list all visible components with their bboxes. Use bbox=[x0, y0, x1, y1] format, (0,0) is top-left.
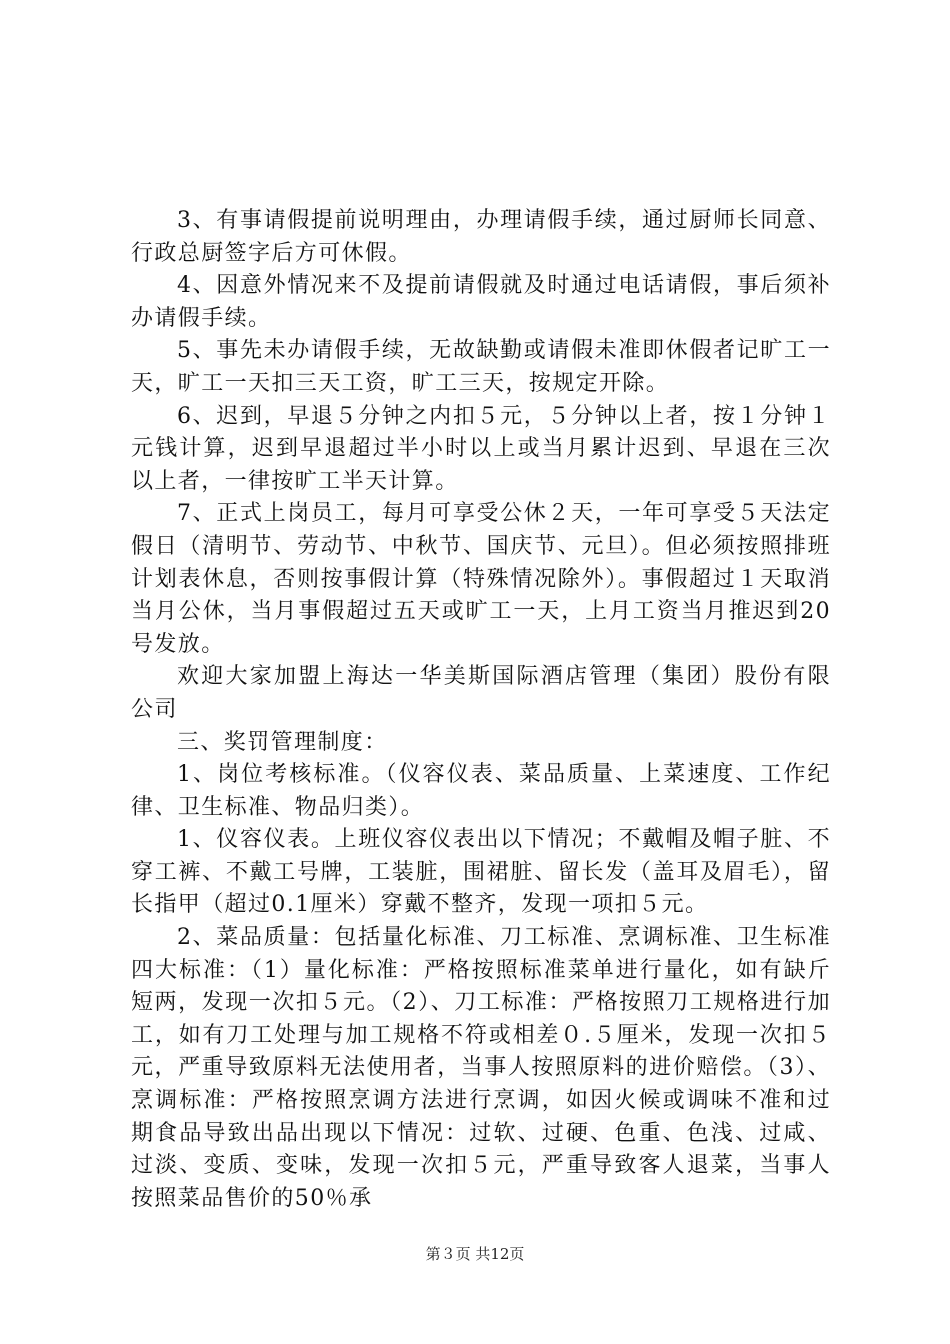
paragraph-appearance: 1、仪容仪表。上班仪容仪表出以下情况；不戴帽及帽子脏、不穿工裤、不戴工号牌，工装脏，围裙脏、留长发（盖耳及眉毛），留长指甲（超过0.1厘米）穿戴不整齐，发现一项扣５元。 bbox=[131, 827, 831, 918]
document-body bbox=[131, 205, 831, 1215]
section-heading-rewards-penalties: 三、奖罚管理制度： bbox=[177, 729, 388, 755]
paragraph-dish-quality: 2、菜品质量：包括量化标准、刀工标准、烹调标准、卫生标准四大标准：（1）量化标准：严格按照标准菜单进行量化，如有缺斤短两，发现一次扣５元。（2）、刀工标准：严格按照刀工规格进行加工，如有刀工处理与加工规格不符或相差０.５厘米，发现一次扣５元，严重导致原料无法使用者，当事人按照原料的进价赔偿。（3）、烹调标准：严格按照烹调方法进行烹调，如因火候或调味不准和过期食品导致出品出现以下情况：过软、过硬、色重、色浅、过咸、过淡、变质、变味，发现一次扣５元，严重导致客人退菜，当事人按照菜品售价的50％承 bbox=[131, 925, 831, 1211]
paragraph-absenteeism: 5、事先未办请假手续，无故缺勤或请假未准即休假者记旷工一天，旷工一天扣三天工资，旷工三天，按规定开除。 bbox=[131, 338, 831, 396]
paragraph-leave-request: 3、有事请假提前说明理由，办理请假手续，通过厨师长同意、行政总厨签字后方可休假。 bbox=[131, 208, 831, 266]
paragraph-lateness: 6、迟到，早退５分钟之内扣５元，５分钟以上者，按１分钟１元钱计算，迟到早退超过半小时以上或当月累计迟到、早退在三次以上者，一律按旷工半天计算。 bbox=[131, 403, 831, 494]
page-number-footer: 第３页 共12页 bbox=[425, 1245, 525, 1263]
paragraph-welcome: 欢迎大家加盟上海达一华美斯国际酒店管理（集团）股份有限公司 bbox=[131, 664, 831, 722]
paragraph-assessment-standards: 1、岗位考核标准。（仪容仪表、菜品质量、上菜速度、工作纪律、卫生标准、物品归类）。 bbox=[131, 762, 831, 820]
paragraph-emergency-leave: 4、因意外情况来不及提前请假就及时通过电话请假，事后须补办请假手续。 bbox=[131, 273, 831, 331]
paragraph-rest-days: 7、正式上岗员工，每月可享受公休２天，一年可享受５天法定假日（清明节、劳动节、中秋节、国庆节、元旦）。但必须按照排班计划表休息，否则按事假计算（特殊情况除外）。事假超过１天取消当月公休，当月事假超过五天或旷工一天，上月工资当月推迟到20号发放。 bbox=[131, 501, 831, 657]
